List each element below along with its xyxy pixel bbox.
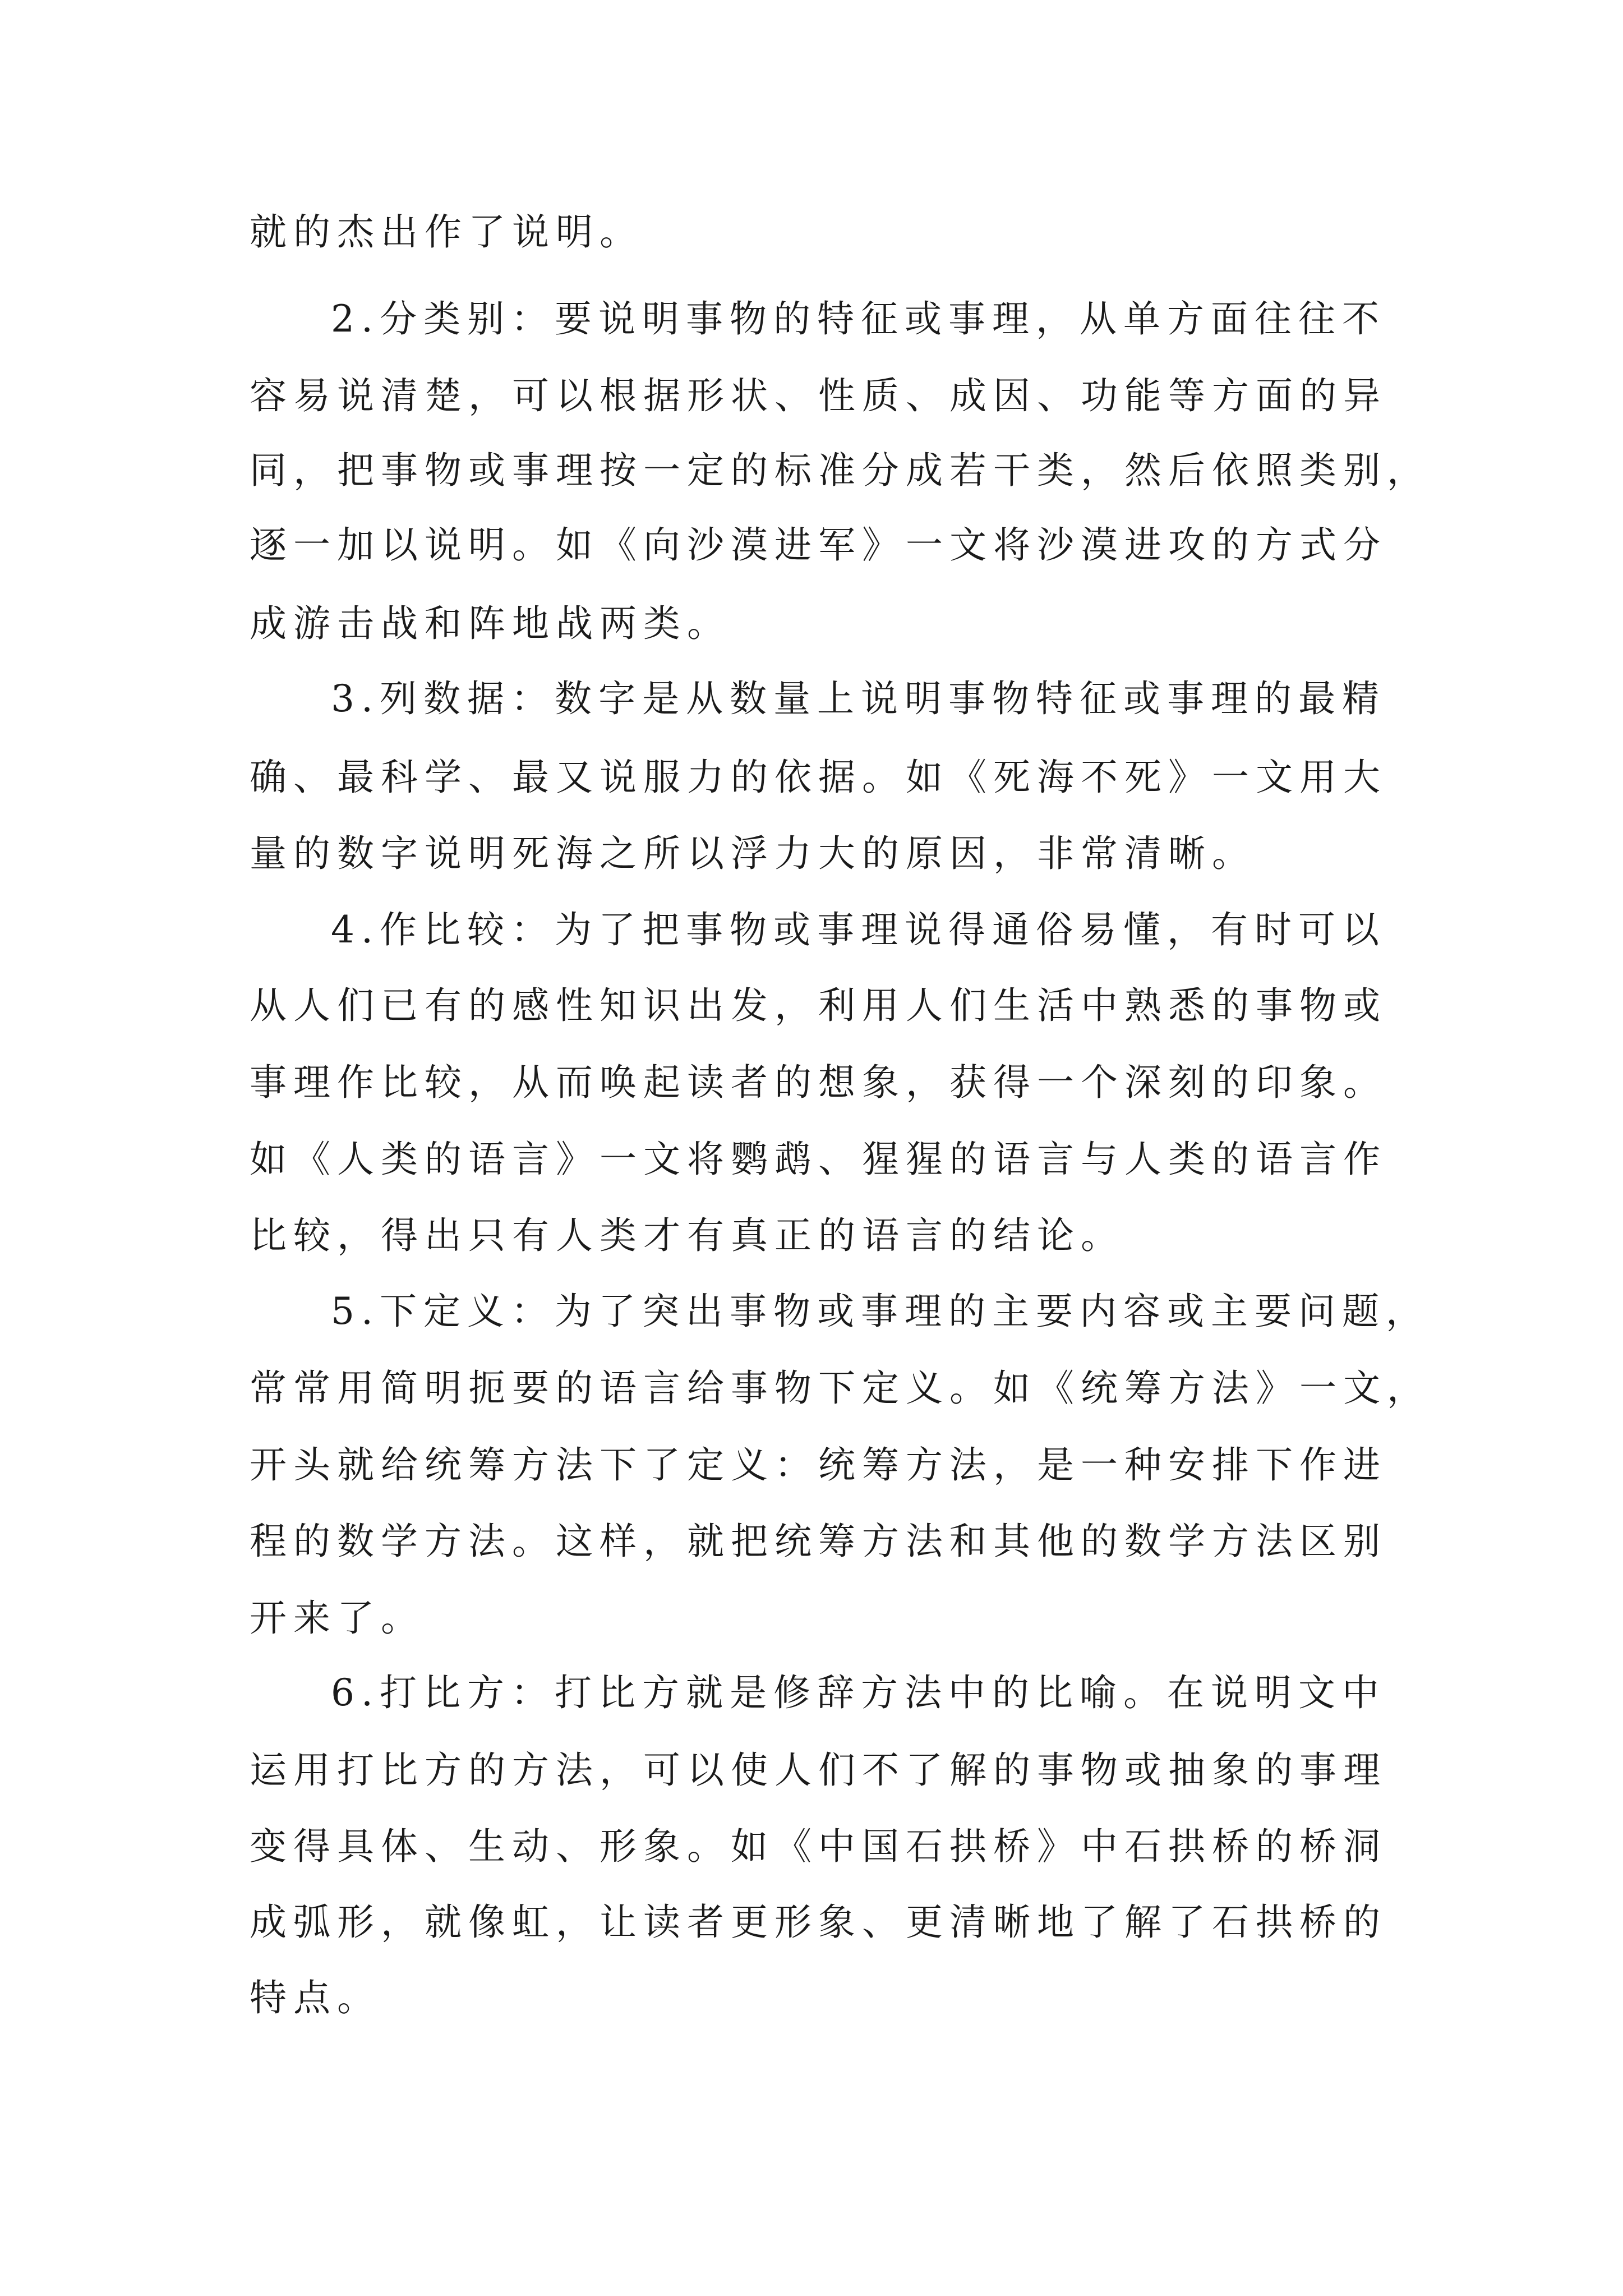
text-line: 开头就给统筹方法下了定义：统筹方法，是一种安排下作进 — [250, 1443, 1387, 1487]
text-line: 变得具体、生动、形象。如《中国石拱桥》中石拱桥的桥洞 — [250, 1825, 1387, 1868]
paragraph-data-line: 3.列数据：数字是从数量上说明事物特征或事理的最精 — [331, 677, 1386, 720]
paragraph-classification-line: 2.分类别：要说明事物的特征或事理，从单方面往往不 — [331, 297, 1386, 341]
text-line: 成弧形，就像虹，让读者更形象、更清晰地了解了石拱桥的 — [250, 1901, 1387, 1944]
text-line: 成游击战和阵地战两类。 — [250, 602, 731, 645]
text-line: 从人们已有的感性知识出发，利用人们生活中熟悉的事物或 — [250, 984, 1387, 1027]
text-line: 容易说清楚，可以根据形状、性质、成因、功能等方面的异 — [250, 374, 1387, 417]
text-line: 量的数字说明死海之所以浮力大的原因，非常清晰。 — [250, 832, 1256, 875]
text-line: 比较，得出只有人类才有真正的语言的结论。 — [250, 1214, 1124, 1257]
paragraph-definition-line: 5.下定义：为了突出事物或事理的主要内容或主要问题， — [331, 1290, 1430, 1333]
text-line: 确、最科学、最又说服力的依据。如《死海不死》一文用大 — [250, 756, 1387, 799]
text-line: 同，把事物或事理按一定的标准分成若干类，然后依照类别， — [250, 449, 1431, 492]
text-line: 特点。 — [250, 1976, 381, 2019]
text-line: 运用打比方的方法，可以使人们不了解的事物或抽象的事理 — [250, 1749, 1387, 1792]
paragraph-comparison-line: 4.作比较：为了把事物或事理说得通俗易懂，有时可以 — [331, 908, 1386, 951]
text-line: 如《人类的语言》一文将鹦鹉、猩猩的语言与人类的语言作 — [250, 1138, 1387, 1181]
paragraph-analogy-line: 6.打比方：打比方就是修辞方法中的比喻。在说明文中 — [331, 1671, 1386, 1714]
text-line: 就的杰出作了说明。 — [250, 210, 643, 254]
text-line: 程的数学方法。这样，就把统筹方法和其他的数学方法区别 — [250, 1520, 1387, 1563]
text-line: 事理作比较，从而唤起读者的想象，获得一个深刻的印象。 — [250, 1061, 1387, 1104]
text-line: 常常用简明扼要的语言给事物下定义。如《统筹方法》一文， — [250, 1366, 1431, 1410]
text-line: 逐一加以说明。如《向沙漠进军》一文将沙漠进攻的方式分 — [250, 523, 1387, 567]
text-line: 开来了。 — [250, 1596, 425, 1640]
